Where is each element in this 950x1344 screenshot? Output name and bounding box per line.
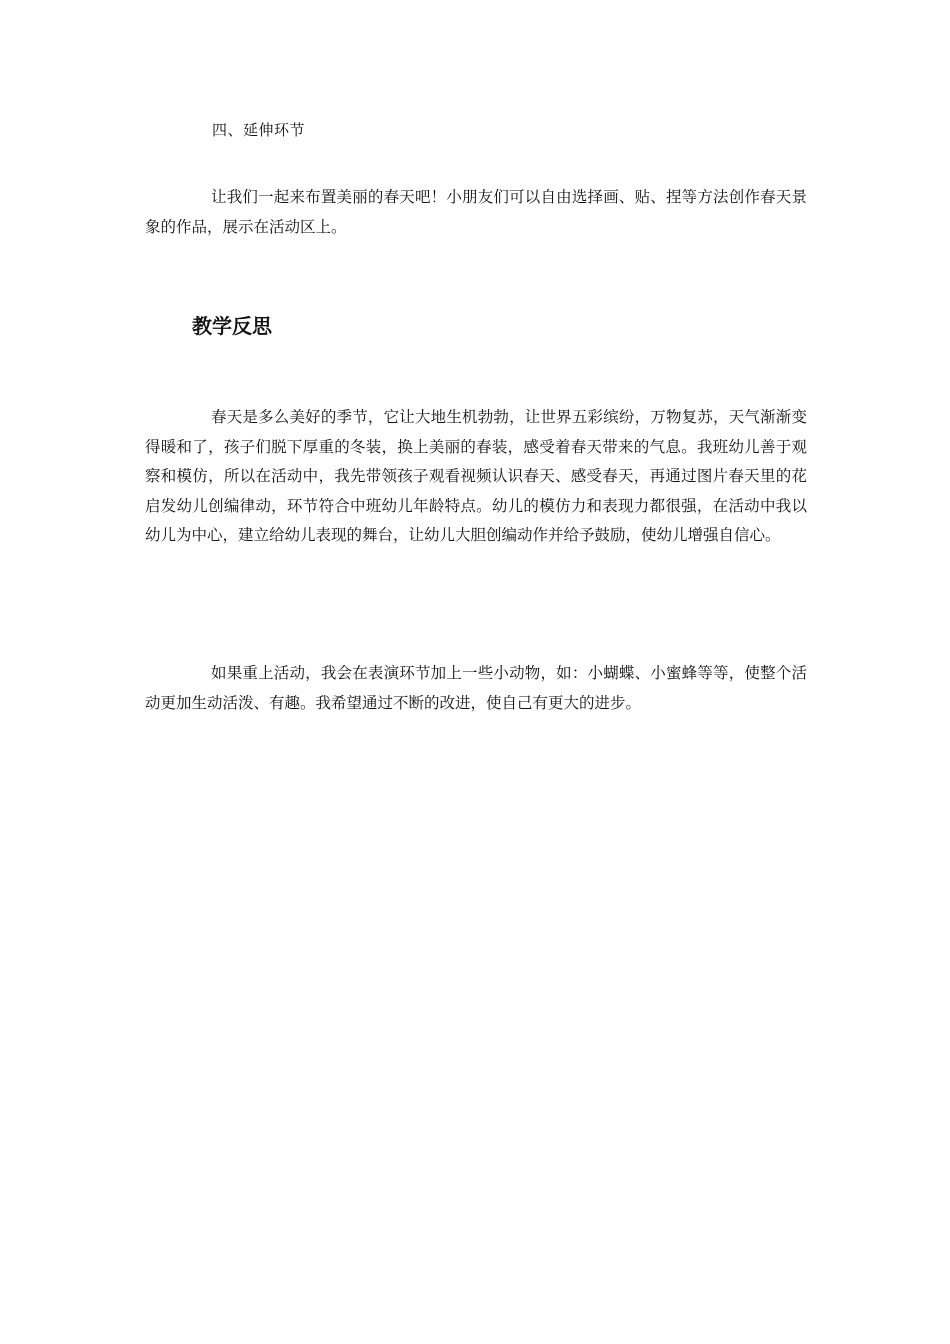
reflection-paragraph-2: 如果重上活动，我会在表演环节加上一些小动物，如：小蝴蝶、小蜜蜂等等，使整个活动更加生动活泼、有趣。我希望通过不断的改进，使自己有更大的进步。 (145, 664, 807, 712)
extension-paragraph: 让我们一起来布置美丽的春天吧！小朋友们可以自由选择画、贴、捏等方法创作春天景象的作品，展示在活动区上。 (145, 188, 807, 236)
extension-subheading: 四、延伸环节 (212, 121, 306, 139)
reflection-section-title: 教学反思 (192, 314, 272, 338)
reflection-paragraph-1: 春天是多么美好的季节，它让大地生机勃勃，让世界五彩缤纷，万物复苏，天气渐渐变得暖和了，孩子们脱下厚重的冬装，换上美丽的春装，感受着春天带来的气息。我班幼儿善于观察和模仿，所以在活动中，我先带领孩子观看视频认识春天、感受春天，再通过图片春天里的花启发幼儿创编律动，环节符合中班幼儿年龄特点。幼儿的模仿力和表现力都很强，在活动中我以幼儿为中心，建立给幼儿表现的舞台，让幼儿大胆创编动作并给予鼓励，使幼儿增强自信心。 (145, 408, 807, 544)
